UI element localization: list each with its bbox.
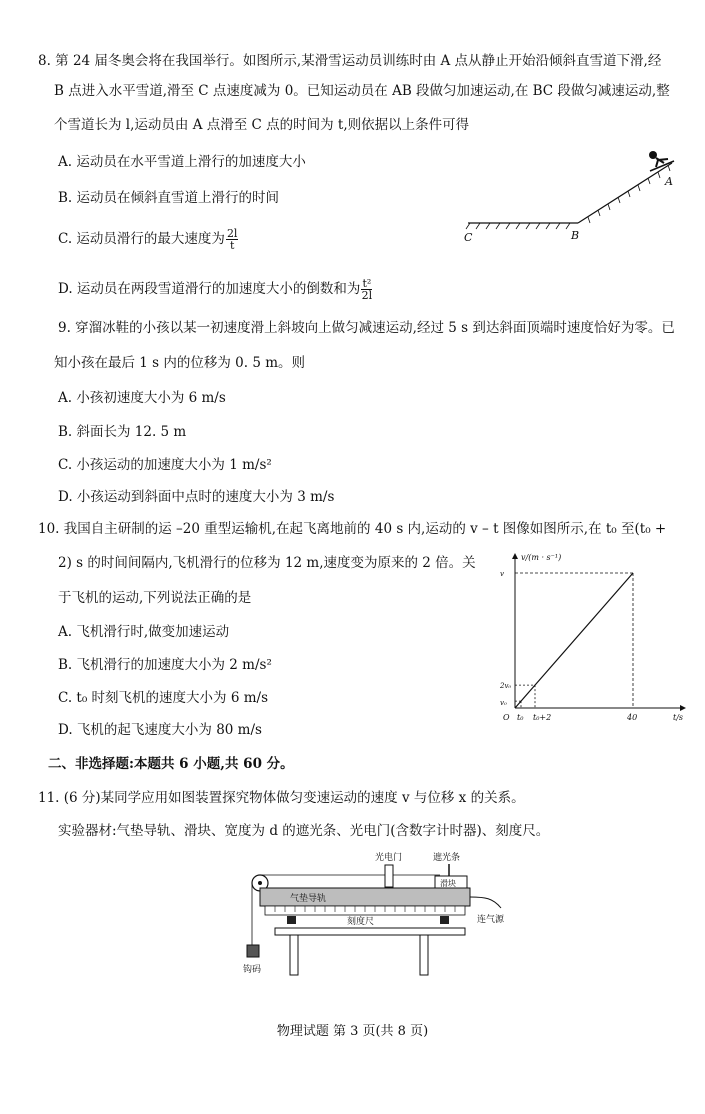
skier-icon (649, 151, 674, 171)
q10-line1: 10. 我国自主研制的运 –20 重型运输机,在起飞离地前的 40 s 内,运动的 v – t 图像如图所示,在 t₀ 至(t₀ + (38, 521, 667, 537)
y-tick-label: 2v₀ (500, 682, 512, 691)
q9-option-a: A. 小孩初速度大小为 6 m/s (58, 390, 226, 406)
weight-label: 钩码 (243, 965, 262, 975)
q8-option-c: C. 运动员滑行的最大速度为 $\frac{2l}{t}$ (58, 227, 238, 252)
series-line (515, 573, 633, 708)
air-hose (470, 897, 501, 908)
q10-option-b: B. 飞机滑行的加速度大小为 2 m/s² (58, 657, 272, 673)
point-c-label: C (464, 231, 473, 244)
rail-label: 气垫导轨 (290, 894, 327, 904)
photogate-label: 光电门 (375, 853, 403, 863)
q8-option-d: D. 运动员在两段雪道滑行的加速度大小的倒数和为 $\frac{\text{t²}}{2l}$ (58, 277, 373, 302)
q11-line2: 实验器材:气垫导轨、滑块、宽度为 d 的遮光条、光电门(含数字计时器)、刻度尺。 (58, 823, 550, 839)
q10-option-d: D. 飞机的起飞速度大小为 80 m/s (58, 722, 262, 738)
q8-line3: 个雪道长为 l,运动员由 A 点滑至 C 点的时间为 t,则依据以上条件可得 (54, 117, 470, 133)
q10-line2: 2) s 的时间间隔内,飞机滑行的位移为 12 m,速度变为原来的 2 倍。关 (58, 555, 476, 571)
x-tick-label: 40 (627, 713, 638, 722)
slider-label: 滑块 (440, 879, 456, 888)
page-footer: 物理试题 第 3 页(共 8 页) (276, 1024, 429, 1039)
q9-line1: 9. 穿溜冰鞋的小孩以某一初速度滑上斜坡向上做匀减速运动,经过 5 s 到达斜面顶端时速度恰好为零。已 (58, 320, 675, 336)
q10-line3: 于飞机的运动,下列说法正确的是 (58, 590, 252, 606)
vt-chart (495, 548, 690, 728)
q10-option-c: C. t₀ 时刻飞机的速度大小为 6 m/s (58, 690, 269, 706)
q10-option-a: A. 飞机滑行时,做变加速运动 (58, 624, 230, 640)
air-track-apparatus (235, 850, 525, 980)
q9-option-c: C. 小孩运动的加速度大小为 1 m/s² (58, 457, 272, 473)
x-tick-label: t₀ (517, 713, 524, 722)
q9-option-b: B. 斜面长为 12. 5 m (58, 424, 187, 440)
y-tick-label: v (500, 570, 504, 578)
x-tick-label: O (503, 713, 510, 722)
q9-option-d: D. 小孩运动到斜面中点时的速度大小为 3 m/s (58, 489, 335, 505)
q8-line1: 8. 第 24 届冬奥会将在我国举行。如图所示,某滑雪运动员训练时由 A 点从静止开始沿倾斜直雪道下滑,经 (38, 53, 662, 69)
ski-slope-figure (460, 145, 690, 250)
q8-option-a: A. 运动员在水平雪道上滑行的加速度大小 (58, 154, 306, 170)
q9-line2: 知小孩在最后 1 s 内的位移为 0. 5 m。则 (54, 355, 306, 371)
point-a-label: A (665, 175, 673, 188)
q11-line1: 11. (6 分)某同学应用如图装置探究物体做匀变速运动的速度 v 与位移 x 的关系。 (38, 790, 525, 806)
point-b-label: B (571, 229, 580, 242)
y-axis-label: v/(m · s⁻¹) (521, 553, 562, 562)
y-tick-label: v₀ (500, 699, 507, 708)
table-top (275, 928, 465, 935)
section-heading: 二、非选择题:本题共 6 小题,共 60 分。 (48, 756, 294, 772)
air-source-label: 连气源 (477, 915, 505, 925)
x-axis-label: t/s (673, 713, 684, 722)
ruler-label: 刻度尺 (347, 917, 375, 927)
photogate (385, 865, 393, 887)
weight-block (247, 945, 259, 957)
q8-line2: B 点进入水平雪道,滑至 C 点速度减为 0。已知运动员在 AB 段做匀加速运动,在 BC 段做匀减速运动,整 (54, 83, 670, 99)
x-tick-label: t₀+2 (533, 713, 552, 722)
shade-label: 遮光条 (433, 853, 461, 863)
q8-option-b: B. 运动员在倾斜直雪道上滑行的时间 (58, 190, 280, 206)
